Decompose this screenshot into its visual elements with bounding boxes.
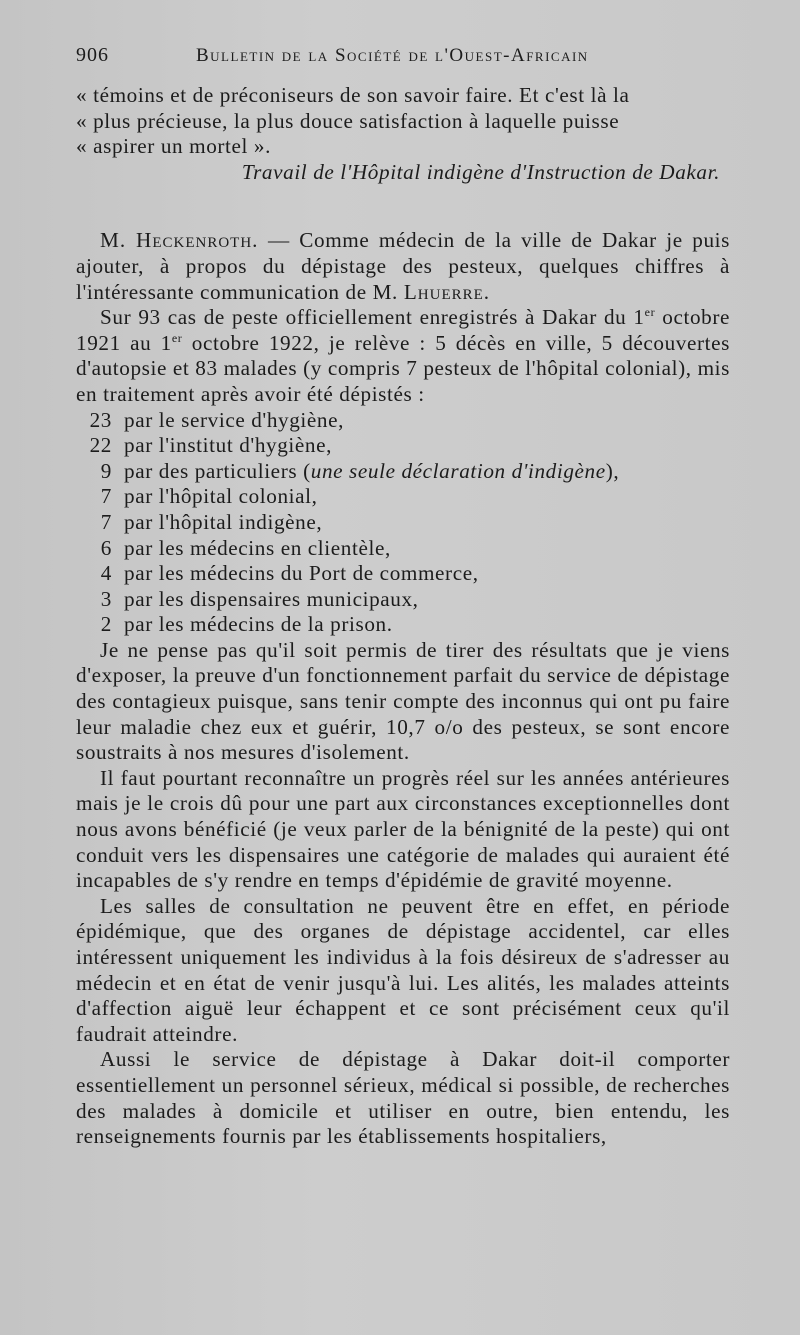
list-item: 3 par les dispensaires municipaux, xyxy=(100,586,419,611)
list-item: 6 par les médecins en clientèle, xyxy=(100,535,391,560)
paragraph-progress: Il faut pourtant reconnaître un progrès réel sur les années antérieures mais je le crois dû pour une part aux circonstances exceptionnelles dont nous avons bénéficié (je veux parler de la bénignité de la peste) qui ont conduit vers les dispensaires une catégorie de malades qui auraient été incapables de s'y rendre en temps d'épidémie de gravité moyenne. xyxy=(76,765,730,893)
list-item: 2 par les médecins de la prison. xyxy=(100,612,393,637)
list-item: 22 par l'institut d'hygiène, xyxy=(89,433,332,458)
quote-line: « plus précieuse, la plus douce satisfaction à laquelle puisse xyxy=(76,108,620,133)
speaker-name: M. Heckenroth. xyxy=(100,228,259,253)
list-item: 23 par le service d'hygiène, xyxy=(89,407,345,432)
cited-name: Lhuerre xyxy=(403,279,484,304)
paragraph-consultation: Les salles de consultation ne peuvent être en effet, en période épidémique, que des organes de dépistage accidentel, car elles intéressent uniquement les individus à la fois désireux de s'adresser au médecin et en état de venir jusqu'à lui. Les alités, les malades atteints d'affection aiguë leur échappent et ce sont précisément ceux qu'il faudrait atteindre. xyxy=(76,893,730,1046)
paragraph-cases: Sur 93 cas de peste officiellement enregistrés à Dakar du 1er octobre 1921 au 1er octobre 1922, je relève : 5 décès en ville, 5 découvertes d'autopsie et 83 malades (y compris 7 pesteux de l'hôpital colonial), mis en traitement après avoir été dépistés : xyxy=(76,305,730,406)
paragraph-results: Je ne pense pas qu'il soit permis de tirer des résultats que je viens d'exposer, la preuve d'un fonctionnement parfait du service de dépistage des contagieux puisque, sans tenir compte des inconnus qui ont pu faire leur maladie chez eux et guérir, 10,7 o/o des pesteux, se sont encore soustraits à nos mesures d'isolement. xyxy=(76,637,730,765)
list-item: 7 par l'hôpital colonial, xyxy=(100,484,318,509)
list-item: 9 par des particuliers (une seule déclaration d'indigène), xyxy=(100,458,620,483)
list-item: 7 par l'hôpital indigène, xyxy=(100,509,323,534)
paragraph-heckenroth: M. Heckenroth. — Comme médecin de la ville de Dakar je puis ajouter, à propos du dépistage des pesteux, quelques chiffres à l'intéressante communication de M. Lhuerre. xyxy=(76,228,731,304)
list-item: 4 par les médecins du Port de commerce, xyxy=(100,561,479,586)
quote-line: « aspirer un mortel ». xyxy=(76,134,272,159)
detection-list xyxy=(76,408,730,638)
page-header xyxy=(76,44,730,67)
quote-line: « témoins et de préconiseurs de son savoir faire. Et c'est là la xyxy=(76,83,630,107)
paragraph-service: Aussi le service de dépistage à Dakar doit-il comporter essentiellement un personnel sérieux, médical si possible, de recherches des malades à domicile et utiliser en outre, bien entendu, les renseignements fournis par les établissements hospitaliers, xyxy=(76,1047,730,1149)
quote-signature: Travail de l'Hôpital indigène d'Instruction de Dakar. xyxy=(241,159,720,184)
quote-block xyxy=(76,83,730,185)
page-number: 906 xyxy=(76,44,109,66)
running-title: Bulletin de la Société de l'Ouest-Africain xyxy=(196,45,589,66)
